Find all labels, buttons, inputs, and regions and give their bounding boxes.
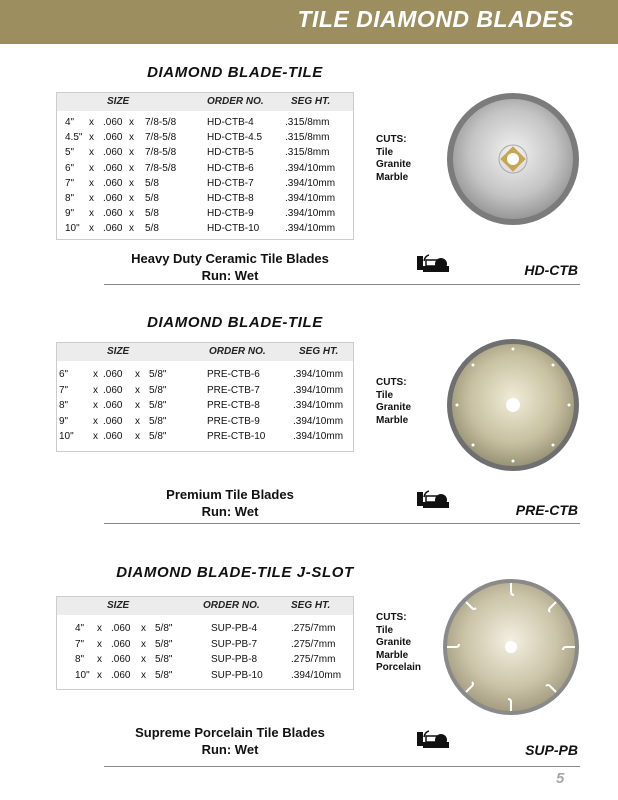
divider [104,766,580,767]
section-2-cuts [376,377,411,427]
cell-a: 7/8-5/8 [145,132,177,144]
cell-d: 9" [65,208,75,220]
cell-order: SUP-PB-10 [211,669,263,681]
divider [104,284,580,285]
cell-x2: x [129,193,134,204]
cell-order: SUP-PB-8 [211,654,258,665]
cuts-label: CUTS: [376,612,407,623]
cell-a: 5/8" [149,415,167,427]
col-order: ORDER NO. [207,96,264,107]
table-row [57,369,353,384]
section-3-table [56,596,354,690]
cell-seg: .394/10mm [285,223,336,235]
cell-x2: x [135,415,140,427]
run-mode: Run: Wet [201,742,259,757]
run-mode: Run: Wet [201,268,259,283]
table-row [57,117,353,132]
cell-d: 9" [59,415,69,427]
diamond-blade-icon [442,578,580,716]
cell-d: 10" [59,431,74,442]
section-3-code: SUP-PB [525,742,578,758]
cell-t: .060 [103,177,123,189]
cell-x1: x [93,369,98,380]
cell-order: HD-CTB-5 [207,147,254,159]
cell-x1: x [93,415,98,427]
section-2-product-name [0,486,460,520]
cell-seg: .394/10mm [293,400,344,411]
cell-x1: x [93,400,98,411]
cell-x1: x [89,208,94,220]
col-seg: SEG HT. [291,96,331,107]
cell-d: 4.5" [65,132,83,144]
cell-t: .060 [103,147,123,159]
cell-t: .060 [111,654,131,665]
cell-x1: x [89,223,94,235]
section-3-product-name [0,724,460,758]
cell-t: .060 [103,117,123,128]
section-2-code: PRE-CTB [515,502,578,518]
cell-order: HD-CTB-7 [207,177,254,189]
cell-d: 4" [65,117,75,128]
cell-order: PRE-CTB-10 [207,431,266,442]
table-row [57,132,353,147]
cell-seg: .315/8mm [285,132,330,144]
cell-x2: x [141,623,146,634]
cell-seg: .315/8mm [285,147,330,159]
col-seg: SEG HT. [299,346,339,357]
cell-x2: x [129,208,134,220]
cell-d: 4" [75,623,85,634]
col-size: SIZE [107,346,130,357]
cell-x2: x [141,654,146,665]
cell-x1: x [89,117,94,128]
cuts-item: Marble [376,171,409,183]
cell-order: SUP-PB-7 [211,638,258,650]
cell-d: 7" [75,638,85,650]
cell-seg: .394/10mm [285,193,336,204]
cell-t: .060 [103,162,123,174]
section-3-cuts [376,612,421,675]
section-1-table [56,92,354,240]
cuts-item: Marble [376,649,409,661]
cell-d: 8" [75,654,85,665]
cell-seg: .275/7mm [291,638,336,650]
cell-a: 5/8 [145,208,159,220]
cell-x2: x [141,669,146,681]
cell-order: HD-CTB-10 [207,223,260,235]
cell-a: 5/8" [155,669,173,681]
section-1-title: DIAMOND BLADE-TILE [147,64,323,81]
cuts-item: Granite [376,637,412,648]
table-header [57,93,353,111]
cell-order: SUP-PB-4 [211,623,258,634]
table-row [57,223,353,238]
table-row [57,208,353,223]
cell-seg: .315/8mm [285,117,330,128]
cuts-item: Tile [376,146,394,158]
cell-d: 6" [59,369,69,380]
cell-seg: .394/10mm [285,162,336,174]
product-line: Supreme Porcelain Tile Blades [135,725,325,740]
cell-x1: x [89,162,94,174]
cell-a: 5/8" [155,623,173,634]
cell-d: 8" [65,193,75,204]
table-row [57,623,353,638]
cell-x1: x [89,177,94,189]
cell-a: 5/8 [145,177,159,189]
cell-a: 5/8" [155,638,173,650]
cell-x2: x [129,177,134,189]
run-mode: Run: Wet [201,504,259,519]
cuts-item: Marble [376,414,409,426]
product-line: Premium Tile Blades [166,487,294,502]
cuts-item: Tile [376,389,394,401]
divider [104,523,580,524]
cell-order: PRE-CTB-7 [207,384,260,396]
cell-order: HD-CTB-9 [207,208,254,220]
cell-order: PRE-CTB-6 [207,369,260,380]
cell-d: 7" [59,384,69,396]
cell-d: 7" [65,177,75,189]
cell-seg: .394/10mm [285,208,336,220]
cell-seg: .394/10mm [293,415,344,427]
cell-t: .060 [103,384,123,396]
table-row [57,385,353,400]
cell-x1: x [93,384,98,396]
section-2-title: DIAMOND BLADE-TILE [147,314,323,331]
cell-seg: .394/10mm [291,669,342,681]
cell-t: .060 [103,415,123,427]
cell-d: 10" [65,223,80,235]
section-1-cuts [376,134,411,184]
water-tank-icon [416,488,450,512]
cell-x2: x [129,117,134,128]
table-row [57,639,353,654]
cell-d: 10" [75,669,90,681]
cell-seg: .394/10mm [293,369,344,380]
cell-x2: x [141,638,146,650]
cell-t: .060 [111,669,131,681]
cell-x2: x [135,400,140,411]
cell-x1: x [89,193,94,204]
table-row [57,193,353,208]
cell-x1: x [89,147,94,159]
table-header [57,597,353,615]
cell-t: .060 [103,208,123,220]
page-number: 5 [556,770,565,787]
cell-a: 5/8" [149,384,167,396]
cell-x2: x [135,369,140,380]
table-row [57,670,353,685]
cell-order: HD-CTB-8 [207,193,254,204]
cell-seg: .275/7mm [291,654,336,665]
cell-t: .060 [103,400,123,411]
cell-d: 5" [65,147,75,159]
cell-t: .060 [103,431,123,442]
table-row [57,147,353,162]
cell-x1: x [97,669,102,681]
cuts-item: Tile [376,624,394,636]
cell-x1: x [97,654,102,665]
section-1-code: HD-CTB [524,262,578,278]
cell-t: .060 [103,132,123,144]
cell-d: 6" [65,162,75,174]
table-header [57,343,353,361]
col-seg: SEG HT. [291,600,331,611]
cell-x2: x [129,223,134,235]
cell-a: 7/8-5/8 [145,117,177,128]
diamond-blade-icon [446,92,580,226]
cell-x1: x [97,638,102,650]
cell-a: 5/8" [149,369,167,380]
section-1-product-name [0,250,460,284]
cell-order: PRE-CTB-8 [207,400,260,411]
cell-x2: x [135,384,140,396]
col-order: ORDER NO. [203,600,260,611]
cell-x1: x [89,132,94,144]
section-3-title: DIAMOND BLADE-TILE J-SLOT [116,564,354,581]
table-row [57,178,353,193]
cell-a: 7/8-5/8 [145,147,177,159]
cell-order: HD-CTB-4 [207,117,254,128]
cell-a: 5/8" [149,400,167,411]
cell-x2: x [129,132,134,144]
table-row [57,654,353,669]
table-row [57,163,353,178]
cuts-item: Granite [376,159,412,170]
header-title: TILE DIAMOND BLADES [297,6,574,32]
cell-t: .060 [111,623,131,634]
cell-x1: x [97,623,102,634]
cell-a: 5/8 [145,223,159,235]
cell-a: 5/8 [145,193,159,204]
product-line: Heavy Duty Ceramic Tile Blades [131,251,329,266]
cell-x2: x [129,162,134,174]
diamond-blade-icon [446,338,580,472]
cell-a: 5/8" [149,431,167,442]
cell-order: PRE-CTB-9 [207,415,260,427]
cell-t: .060 [103,193,123,204]
table-row [57,400,353,415]
table-row [57,416,353,431]
water-tank-icon [416,728,450,752]
page-header [0,0,618,44]
cell-t: .060 [103,369,123,380]
table-row [57,431,353,446]
cell-x2: x [135,431,140,442]
water-tank-icon [416,252,450,276]
section-2-table [56,342,354,452]
cell-a: 7/8-5/8 [145,162,177,174]
cell-t: .060 [103,223,123,235]
cuts-item: Porcelain [376,662,422,673]
cuts-label: CUTS: [376,134,407,145]
col-size: SIZE [107,96,130,107]
cell-x1: x [93,431,98,442]
cell-t: .060 [111,638,131,650]
cuts-item: Granite [376,402,412,413]
cell-seg: .394/10mm [285,177,336,189]
cell-seg: .394/10mm [293,384,344,396]
cell-order: HD-CTB-6 [207,162,254,174]
cell-d: 8" [59,400,69,411]
col-order: ORDER NO. [209,346,266,357]
col-size: SIZE [107,600,130,611]
cell-a: 5/8" [155,654,173,665]
cell-x2: x [129,147,134,159]
cell-seg: .394/10mm [293,431,344,442]
cuts-label: CUTS: [376,377,407,388]
cell-order: HD-CTB-4.5 [207,132,263,144]
cell-seg: .275/7mm [291,623,336,634]
